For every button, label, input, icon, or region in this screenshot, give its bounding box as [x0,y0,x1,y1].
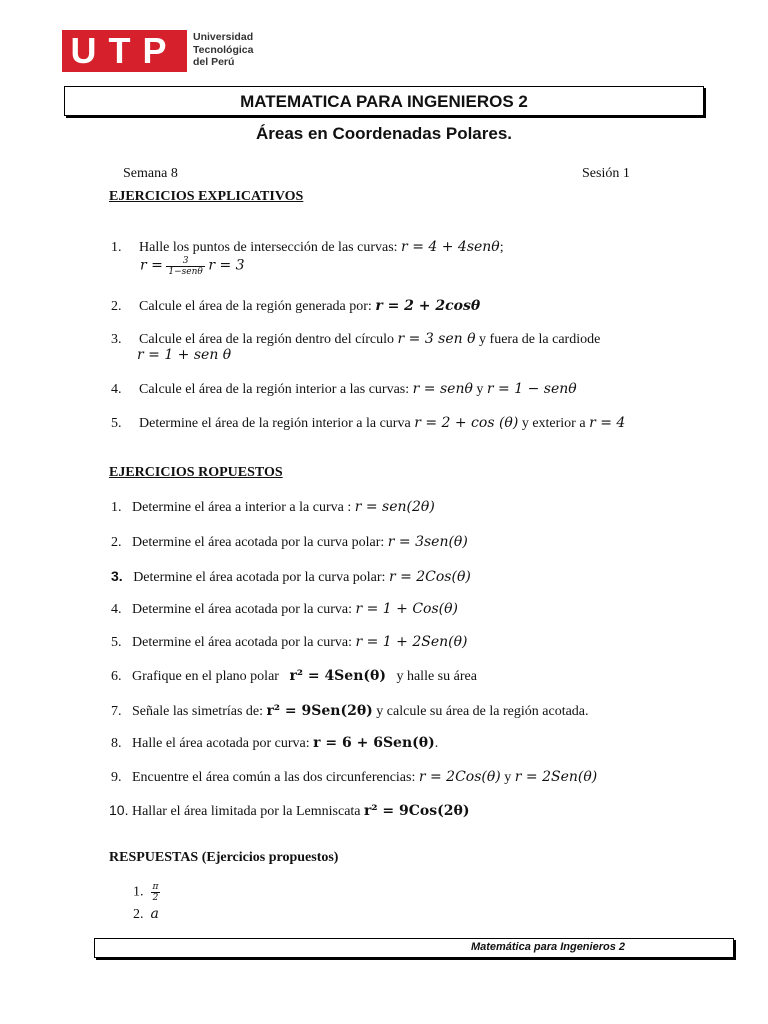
item-number: 5. [111,635,122,650]
respuestas-heading: RESPUESTAS (Ejercicios propuestos) [109,850,339,865]
explicativos-heading: EJERCICIOS EXPLICATIVOS [109,189,304,204]
fraction-denominator: 2 [152,893,159,903]
item-formula: r² = 9Cos(2θ) [364,803,470,819]
item-text: Grafique en el plano polar [132,669,279,684]
item-text: Determine el área acotada por la curva: [132,635,352,650]
item-text: Determine el área acotada por la curva polar: [133,570,386,585]
item-number: 7. [111,704,122,719]
item-number: 10. [109,802,129,818]
propuestos-heading: EJERCICIOS ROPUESTOS [109,465,283,480]
item-formula: r = 6 + 6Sen(θ) [313,735,435,751]
propuesto-item-7 [111,703,589,720]
item-number: 2. [133,907,144,922]
item-number: 1. [111,500,122,515]
item-text: Halle el área acotada por curva: [132,736,310,751]
item-text: Calcule el área de la región interior a las curvas: [139,382,410,397]
explicativo-item-1-line2 [140,256,245,277]
fraction-denominator: 1−senθ [168,267,203,277]
propuesto-item-2 [111,534,468,551]
session-label: Sesión 1 [582,166,630,181]
propuesto-item-8 [111,735,438,752]
explicativo-item-5 [111,415,625,432]
item-formula-2: r = 3 [208,257,245,274]
item-formula: r = 4 + 4senθ [401,239,500,255]
item-text: Determine el área de la región interior a la curva [139,416,411,431]
item-formula-2: r = 4 [589,415,626,431]
propuesto-item-5 [111,634,468,651]
explicativo-item-1 [111,239,504,256]
propuesto-item-6 [111,668,477,685]
item-formula: r = 2 + 2cosθ [375,298,481,314]
fraction [166,256,204,277]
item-text-mid: y fuera de la cardiode [479,332,601,347]
item-number: 3. [111,568,123,584]
item-text: Hallar el área limitada por la Lemniscata [131,804,361,819]
item-number: 6. [111,669,122,684]
item-formula: r = 2 + cos (θ) [414,415,519,431]
logo-letters: UTP [70,30,179,71]
week-label: Semana 8 [123,166,178,181]
item-text-mid: y [476,382,484,397]
title-box [64,86,704,116]
fraction [151,882,161,903]
item-formula: r = 1 + 2Sen(θ) [355,634,468,650]
propuesto-item-10 [109,802,469,820]
item-formula-2: r = 1 − senθ [486,381,577,397]
item-number: 9. [111,770,122,785]
item-formula-2: r = 1 + sen θ [137,347,232,363]
page-title: MATEMATICA PARA INGENIEROS 2 [240,92,528,111]
item-number: 2. [111,299,122,314]
propuesto-item-3 [111,568,471,586]
item-text: Encuentre el área común a las dos circunferencias: [132,770,416,785]
propuesto-item-4 [111,601,458,618]
respuesta-item-2 [133,906,159,923]
item-text-after: y halle su área [396,669,477,684]
logo-line-3: del Perú [193,56,235,68]
propuesto-item-9 [111,769,597,786]
item-number: 4. [111,382,122,397]
page-subtitle: Áreas en Coordenadas Polares. [255,124,513,143]
footer-text: Matemática para Ingenieros 2 [470,941,625,953]
propuesto-item-1 [111,499,435,516]
item-text-mid: y [504,770,512,785]
explicativo-item-4 [111,381,577,398]
item-formula: a [150,906,159,922]
item-formula: r = 3sen(θ) [387,534,468,550]
item-formula-prefix: r = [140,257,163,274]
explicativo-item-2 [111,298,480,315]
item-number: 3. [111,332,122,347]
item-formula: r = 2Cos(θ) [388,569,471,585]
item-text: Determine el área a interior a la curva : [132,500,352,515]
item-text: Halle los puntos de intersección de las curvas: [139,240,398,255]
item-formula: r = senθ [412,381,473,397]
item-formula: r = sen(2θ) [354,499,435,515]
item-text-after: y calcule su área de la región acotada. [376,704,589,719]
fraction-numerator: 3 [166,256,204,267]
item-number: 4. [111,602,122,617]
fraction-numerator: π [152,882,159,892]
utp-logo [62,30,187,72]
logo-line-2: Tecnológica [193,43,254,56]
explicativo-item-3-line2 [137,347,231,364]
item-formula: r² = 9Sen(2θ) [266,703,373,719]
item-number: 8. [111,736,122,751]
item-punct: . [434,736,439,751]
logo-university-name [193,31,253,69]
explicativo-item-3 [111,331,600,348]
item-text: Determine el área acotada por la curva: [132,602,352,617]
item-text-mid: y exterior a [521,416,586,431]
item-text: Calcule el área de la región dentro del círculo [139,332,394,347]
item-number: 1. [133,884,144,900]
logo-line-1: Universidad [193,31,254,43]
item-text: Señale las simetrías de: [132,704,264,719]
item-formula: r = 1 + Cos(θ) [355,601,459,617]
item-formula: r = 3 sen θ [397,331,476,347]
item-text: Determine el área acotada por la curva polar: [132,535,385,550]
item-number: 5. [111,416,122,431]
item-formula: r² = 4Sen(θ) [289,668,386,684]
item-number: 2. [111,535,122,550]
item-text: Calcule el área de la región generada por: [139,299,372,314]
item-formula: r = 2Cos(θ) [418,769,501,785]
item-punct: ; [499,240,504,255]
item-formula-2: r = 2Sen(θ) [514,769,598,785]
footer-box [94,938,734,958]
respuesta-item-1 [133,882,160,903]
item-number: 1. [111,240,122,255]
